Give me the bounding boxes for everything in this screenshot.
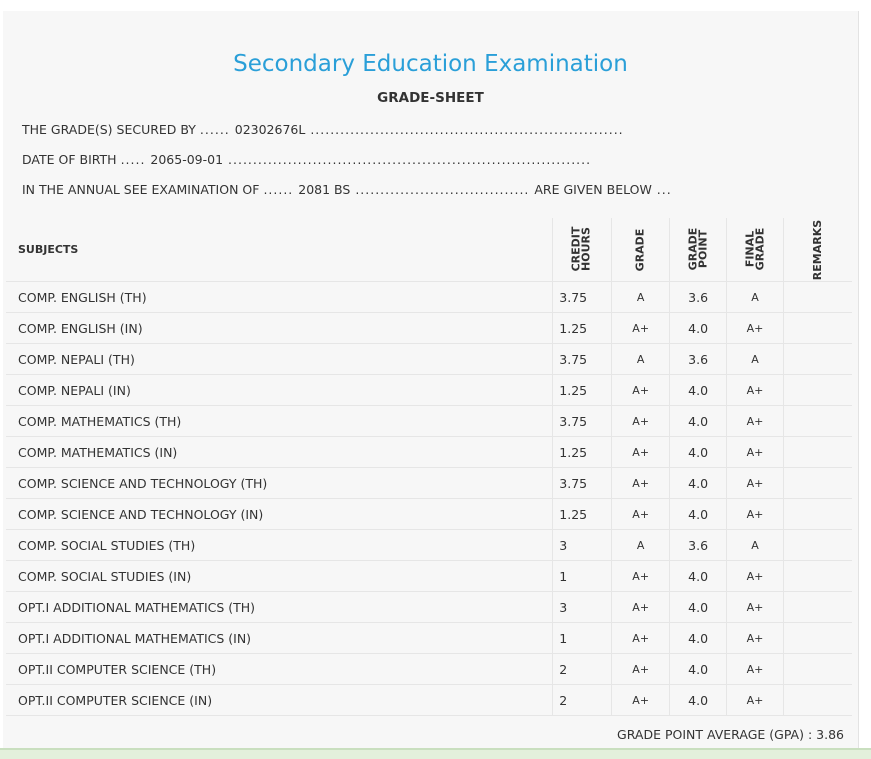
credit-hours-cell: 3.75 <box>553 282 612 313</box>
grade-point-cell: 4.0 <box>670 654 727 685</box>
header-grade-point: GRADE POINT <box>670 218 727 282</box>
subject-cell: COMP. SOCIAL STUDIES (IN) <box>6 561 553 592</box>
grade-cell: A+ <box>612 375 670 406</box>
grade-cell: A <box>612 282 670 313</box>
subject-cell: COMP. MATHEMATICS (TH) <box>6 406 553 437</box>
page-subtitle: GRADE-SHEET <box>377 90 484 106</box>
table-header-row <box>6 218 852 282</box>
grade-point-cell: 3.6 <box>670 344 727 375</box>
remarks-cell <box>783 561 852 592</box>
remarks-cell <box>783 499 852 530</box>
remarks-cell <box>783 654 852 685</box>
credit-hours-cell: 3 <box>553 530 612 561</box>
credit-hours-cell: 1 <box>553 623 612 654</box>
remarks-cell <box>783 344 852 375</box>
exam-line: IN THE ANNUAL SEE EXAMINATION OF ...... 2081 BS ................................... ARE GIVEN BELOW ... <box>22 182 672 197</box>
final-grade-cell: A+ <box>727 375 784 406</box>
remarks-cell <box>783 313 852 344</box>
final-grade-cell: A+ <box>727 592 784 623</box>
grade-point-cell: 4.0 <box>670 685 727 716</box>
final-grade-cell: A+ <box>727 685 784 716</box>
remarks-cell <box>783 406 852 437</box>
credit-hours-cell: 1.25 <box>553 499 612 530</box>
subject-cell: COMP. NEPALI (TH) <box>6 344 553 375</box>
table-row <box>6 437 852 468</box>
dob-label: DATE OF BIRTH <box>22 152 117 167</box>
table-row <box>6 561 852 592</box>
table-row <box>6 685 852 716</box>
table-row <box>6 592 852 623</box>
remarks-cell <box>783 592 852 623</box>
gpa-line <box>617 727 844 742</box>
subject-cell: OPT.II COMPUTER SCIENCE (TH) <box>6 654 553 685</box>
remarks-cell <box>783 623 852 654</box>
subject-cell: COMP. SCIENCE AND TECHNOLOGY (TH) <box>6 468 553 499</box>
table-row <box>6 344 852 375</box>
subject-cell: OPT.I ADDITIONAL MATHEMATICS (TH) <box>6 592 553 623</box>
subject-cell: COMP. NEPALI (IN) <box>6 375 553 406</box>
subject-cell: OPT.II COMPUTER SCIENCE (IN) <box>6 685 553 716</box>
table-row <box>6 623 852 654</box>
grade-sheet <box>3 11 859 748</box>
final-grade-cell: A+ <box>727 437 784 468</box>
grade-point-cell: 4.0 <box>670 499 727 530</box>
credit-hours-cell: 2 <box>553 685 612 716</box>
remarks-cell <box>783 282 852 313</box>
table-row <box>6 654 852 685</box>
grade-cell: A <box>612 530 670 561</box>
credit-hours-cell: 3.75 <box>553 344 612 375</box>
table-row <box>6 375 852 406</box>
table-row <box>6 406 852 437</box>
secured-by-line: THE GRADE(S) SECURED BY ...... 02302676L ............................................................... <box>22 122 624 137</box>
grade-point-cell: 4.0 <box>670 623 727 654</box>
grade-cell: A+ <box>612 561 670 592</box>
remarks-cell <box>783 530 852 561</box>
header-credit-hours: CREDIT HOURS <box>553 218 612 282</box>
grade-point-cell: 4.0 <box>670 406 727 437</box>
credit-hours-cell: 1 <box>553 561 612 592</box>
grades-table <box>6 218 852 716</box>
grade-cell: A+ <box>612 499 670 530</box>
credit-hours-cell: 1.25 <box>553 437 612 468</box>
page-title: Secondary Education Examination <box>233 51 628 77</box>
remarks-cell <box>783 375 852 406</box>
subject-cell: COMP. ENGLISH (TH) <box>6 282 553 313</box>
remarks-cell <box>783 437 852 468</box>
secured-by-label: THE GRADE(S) SECURED BY <box>22 122 196 137</box>
grade-cell: A+ <box>612 468 670 499</box>
grade-point-cell: 3.6 <box>670 530 727 561</box>
bottom-bar <box>0 748 871 759</box>
grade-cell: A+ <box>612 313 670 344</box>
credit-hours-cell: 3 <box>553 592 612 623</box>
final-grade-cell: A+ <box>727 623 784 654</box>
dob-line: DATE OF BIRTH ..... 2065-09-01 ......................................................................... <box>22 152 592 167</box>
grade-cell: A+ <box>612 654 670 685</box>
grade-point-cell: 4.0 <box>670 561 727 592</box>
dob-value: 2065-09-01 <box>150 152 224 167</box>
final-grade-cell: A+ <box>727 406 784 437</box>
grade-cell: A <box>612 344 670 375</box>
subject-cell: COMP. ENGLISH (IN) <box>6 313 553 344</box>
grade-point-cell: 4.0 <box>670 375 727 406</box>
table-row <box>6 499 852 530</box>
credit-hours-cell: 1.25 <box>553 313 612 344</box>
grade-cell: A+ <box>612 406 670 437</box>
header-grade: GRADE <box>612 218 670 282</box>
header-subjects: SUBJECTS <box>6 218 553 282</box>
subject-cell: OPT.I ADDITIONAL MATHEMATICS (IN) <box>6 623 553 654</box>
credit-hours-cell: 3.75 <box>553 406 612 437</box>
exam-suffix: ARE GIVEN BELOW <box>534 182 652 197</box>
table-row <box>6 468 852 499</box>
grade-cell: A+ <box>612 623 670 654</box>
subject-cell: COMP. SCIENCE AND TECHNOLOGY (IN) <box>6 499 553 530</box>
grade-cell: A+ <box>612 437 670 468</box>
credit-hours-cell: 1.25 <box>553 375 612 406</box>
grade-cell: A+ <box>612 592 670 623</box>
grade-point-cell: 4.0 <box>670 468 727 499</box>
symbol-number: 02302676L <box>234 122 306 137</box>
final-grade-cell: A <box>727 282 784 313</box>
exam-label: IN THE ANNUAL SEE EXAMINATION OF <box>22 182 260 197</box>
header-remarks: REMARKS <box>783 218 852 282</box>
credit-hours-cell: 3.75 <box>553 468 612 499</box>
final-grade-cell: A <box>727 530 784 561</box>
grade-point-cell: 3.6 <box>670 282 727 313</box>
table-row <box>6 530 852 561</box>
grade-point-cell: 4.0 <box>670 313 727 344</box>
final-grade-cell: A+ <box>727 468 784 499</box>
remarks-cell <box>783 685 852 716</box>
subject-cell: COMP. MATHEMATICS (IN) <box>6 437 553 468</box>
grade-cell: A+ <box>612 685 670 716</box>
final-grade-cell: A+ <box>727 313 784 344</box>
gpa-value: 3.86 <box>816 727 844 742</box>
gpa-label: GRADE POINT AVERAGE (GPA) : <box>617 727 813 742</box>
exam-year: 2081 BS <box>298 182 351 197</box>
header-final-grade: FINAL GRADE <box>727 218 784 282</box>
final-grade-cell: A <box>727 344 784 375</box>
grade-point-cell: 4.0 <box>670 592 727 623</box>
subject-cell: COMP. SOCIAL STUDIES (TH) <box>6 530 553 561</box>
table-row <box>6 313 852 344</box>
final-grade-cell: A+ <box>727 499 784 530</box>
credit-hours-cell: 2 <box>553 654 612 685</box>
remarks-cell <box>783 468 852 499</box>
table-row <box>6 282 852 313</box>
final-grade-cell: A+ <box>727 654 784 685</box>
final-grade-cell: A+ <box>727 561 784 592</box>
grade-point-cell: 4.0 <box>670 437 727 468</box>
